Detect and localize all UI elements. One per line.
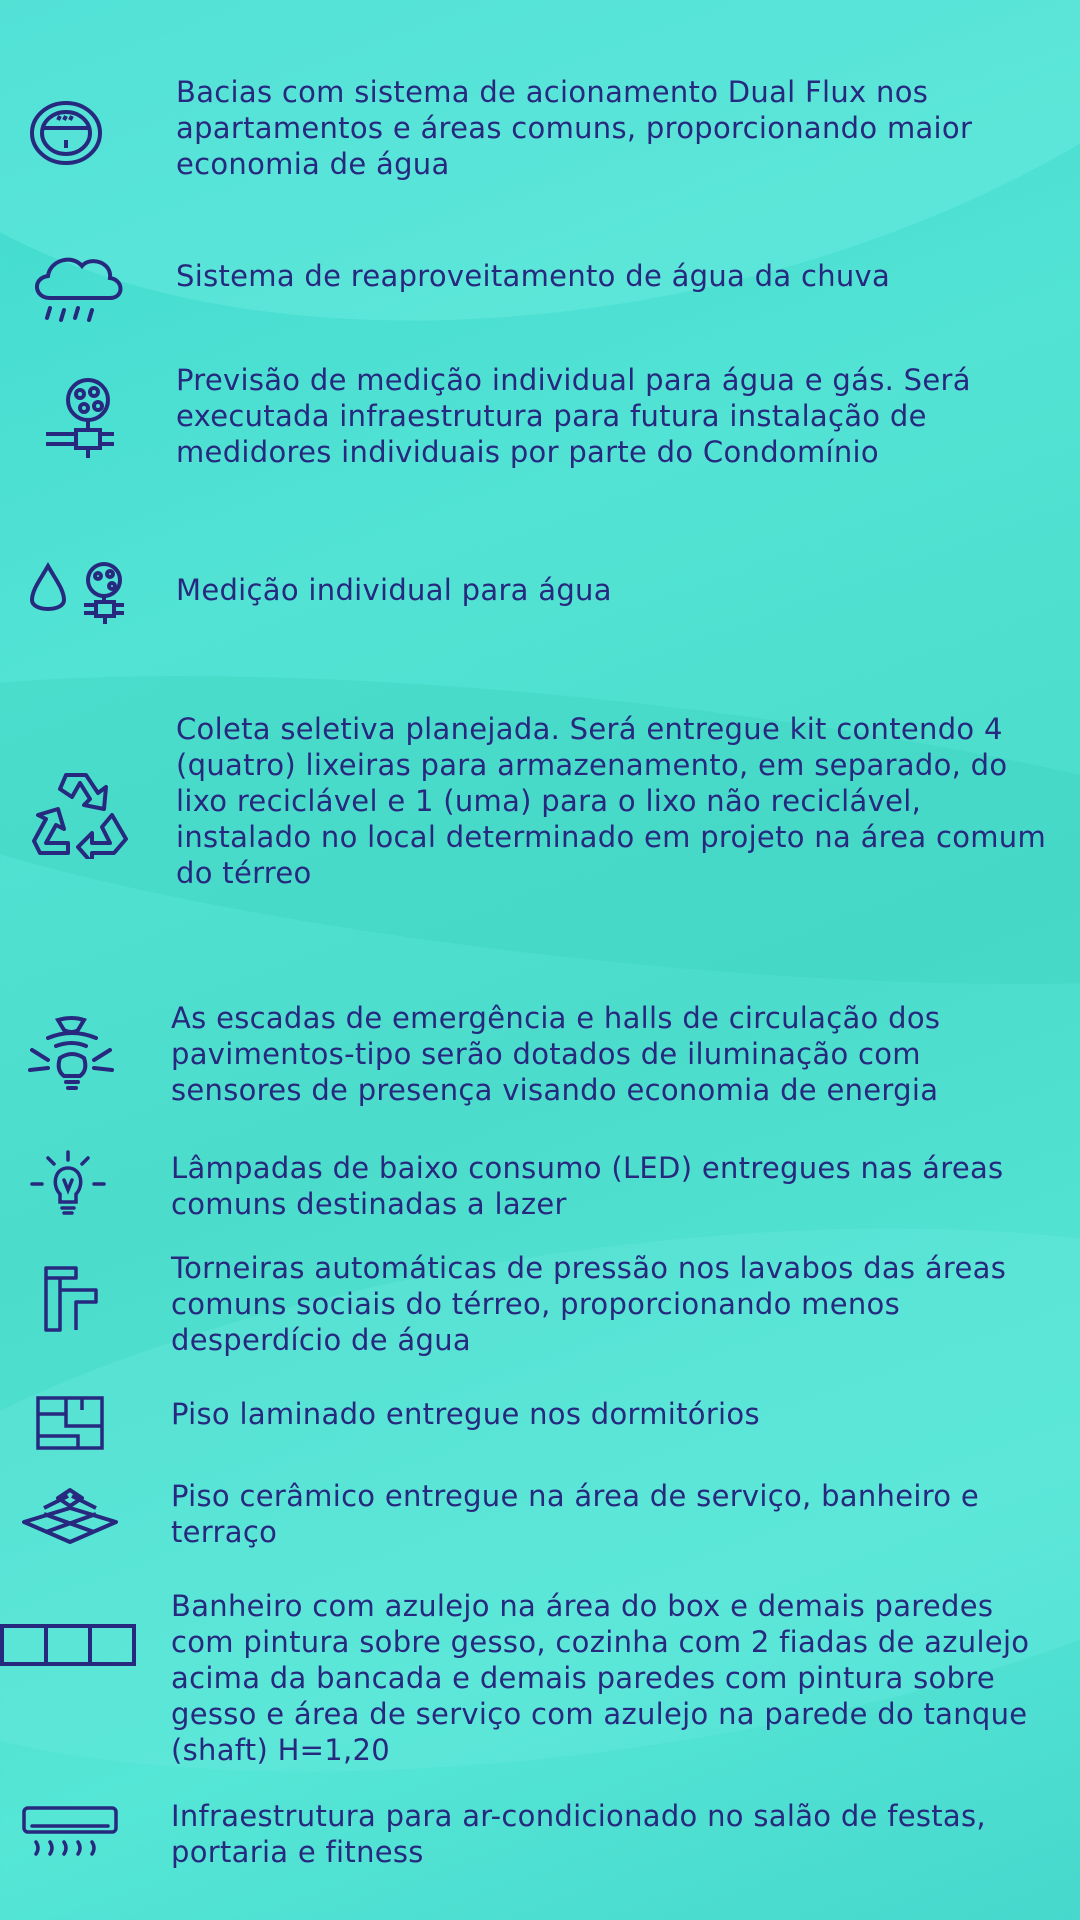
feature-text: Banheiro com azulejo na área do box e demais paredes com pintura sobre gesso, cozinha com 2 fiadas de azulejo acima da bancada e demais paredes com pintura sobre gesso e área de serviço com azulejo na parede do tanque (shaft) H=1,20 — [171, 1589, 1030, 1767]
feature-text: Infraestrutura para ar-condicionado no salão de festas, portaria e fitness — [171, 1799, 986, 1869]
feature-text: Previsão de medição individual para água e gás. Será executada infraestrutura para futura instalação de medidores individuais por parte do Condomínio — [176, 363, 971, 469]
feature-text: Piso laminado entregue nos dormitórios — [171, 1397, 760, 1431]
water-drop-meter-icon — [28, 560, 132, 628]
water-gas-meter-icon — [42, 376, 118, 462]
feature-text: Piso cerâmico entregue na área de serviço, banheiro e terraço — [171, 1479, 980, 1549]
feature-text: As escadas de emergência e halls de circulação dos pavimentos-tipo serão dotados de iluminação com sensores de presença visando economia de energia — [171, 1001, 941, 1107]
ceramic-floor-icon — [18, 1486, 122, 1546]
rain-cloud-icon — [28, 252, 128, 330]
feature-text: Medição individual para água — [176, 573, 612, 607]
feature-text: Torneiras automáticas de pressão nos lavabos das áreas comuns sociais do térreo, proporcionando menos desperdício de água — [171, 1251, 1007, 1357]
led-bulb-icon — [30, 1150, 106, 1220]
feature-text: Sistema de reaproveitamento de água da chuva — [176, 259, 891, 293]
wall-tiles-icon — [0, 1624, 136, 1666]
dual-flush-button-icon — [28, 98, 104, 168]
laminate-floor-icon — [36, 1396, 104, 1450]
feature-text: Lâmpadas de baixo consumo (LED) entregues nas áreas comuns destinadas a lazer — [171, 1151, 1004, 1221]
presence-sensor-lamp-icon — [26, 1014, 116, 1100]
air-conditioner-icon — [20, 1804, 120, 1864]
feature-text: Bacias com sistema de acionamento Dual Flux nos apartamentos e áreas comuns, proporcionando maior economia de água — [176, 75, 973, 181]
recycle-icon — [28, 769, 130, 859]
feature-text: Coleta seletiva planejada. Será entregue kit contendo 4 (quatro) lixeiras para armazenamento, em separado, do lixo reciclável e 1 (uma) para o lixo não reciclável, instalado no local determinado em projeto na área comum do térreo — [176, 712, 1047, 890]
faucet-icon — [40, 1264, 102, 1334]
